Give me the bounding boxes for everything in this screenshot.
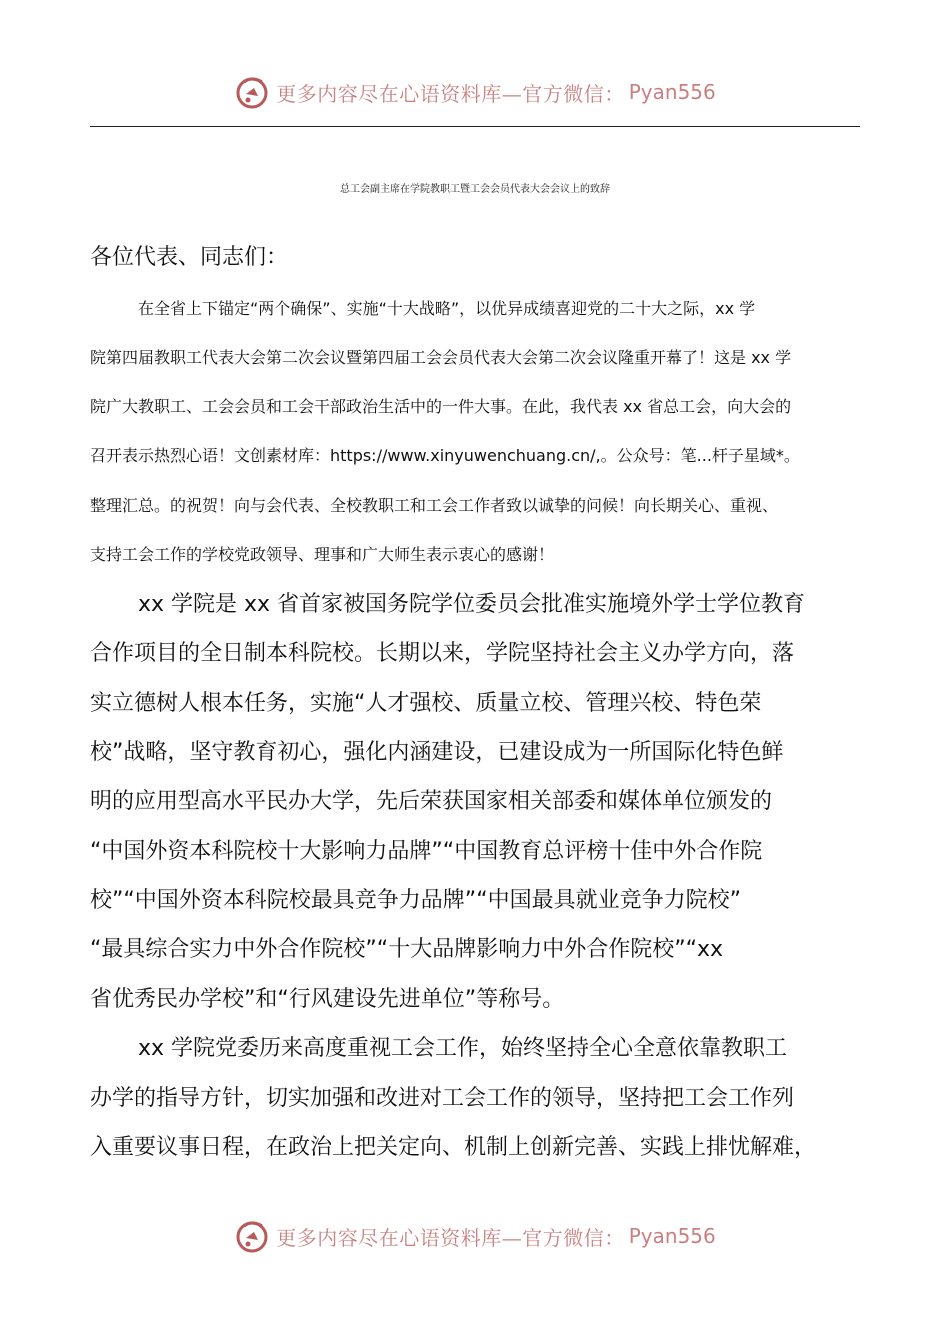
paragraph-line: 院第四届教职工代表大会第二次会议暨第四届工会会员代表大会第二次会议隆重开幕了！这是 xx 学 — [90, 348, 792, 367]
header-banner-handle: Pyan556 — [628, 80, 716, 104]
paragraph-line: 在全省上下锚定“两个确保”、实施“十大战略”，以优异成绩喜迎党的二十大之际，xx 学 — [138, 299, 756, 318]
header-divider — [90, 126, 860, 127]
paragraph-line: “最具综合实力中外合作院校”“十大品牌影响力中外合作院校”“xx — [90, 937, 724, 962]
footer-banner-handle: Pyan556 — [628, 1224, 716, 1248]
paragraph-line: 实立德树人根本任务，实施“人才强校、质量立校、管理兴校、特色荣 — [90, 691, 762, 716]
paragraph-line: xx 学院是 xx 省首家被国务院学位委员会批准实施境外学士学位教育 — [138, 592, 806, 617]
footer-banner-text: 更多内容尽在心语资料库—官方微信： — [276, 1225, 625, 1250]
header-banner — [0, 70, 950, 114]
paragraph-line: 明的应用型高水平民办大学，先后荣获国家相关部委和媒体单位颁发的 — [90, 789, 773, 814]
brand-logo-icon — [234, 1218, 270, 1254]
paragraph-line: 省优秀民办学校”和“行风建设先进单位”等称号。 — [90, 987, 565, 1012]
document-title: 总工会副主席在学院教职工暨工会会员代表大会会议上的致辞 — [340, 184, 610, 195]
paragraph-line: 整理汇总。的祝贺！向与会代表、全校教职工和工会工作者致以诚挚的问候！向长期关心、重视、 — [90, 496, 779, 515]
paragraph-line: 支持工会工作的学校党政领导、理事和广大师生表示衷心的感谢！ — [90, 545, 555, 564]
paragraph-line: 校”“中国外资本科院校最具竞争力品牌”“中国最具就业竞争力院校” — [90, 888, 741, 913]
header-banner-text: 更多内容尽在心语资料库—官方微信： — [276, 81, 625, 106]
paragraph-line: 院广大教职工、工会会员和工会干部政治生活中的一件大事。在此，我代表 xx 省总工会，向大会的 — [90, 397, 792, 416]
footer-banner — [0, 1214, 950, 1258]
paragraph-line: “中国外资本科院校十大影响力品牌”“中国教育总评榜十佳中外合作院 — [90, 839, 763, 864]
paragraph-line: 召开表示热烈心语！文创素材库：https://www.xinyuwenchuang.cn/,。公众号：笔...杆子星域*。 — [90, 446, 800, 465]
paragraph-line: 办学的指导方针，切实加强和改进对工会工作的领导，坚持把工会工作列 — [90, 1086, 795, 1111]
paragraph-line: 校”战略，坚守教育初心，强化内涵建设，已建设成为一所国际化特色鲜 — [90, 740, 784, 765]
paragraph-line: 合作项目的全日制本科院校。长期以来，学院坚持社会主义办学方向，落 — [90, 641, 795, 666]
paragraph-line: xx 学院党委历来高度重视工会工作，始终坚持全心全意依靠教职工 — [138, 1036, 788, 1061]
paragraph-line: 入重要议事日程，在政治上把关定向、机制上创新完善、实践上排忧解难， — [90, 1135, 817, 1160]
salutation: 各位代表、同志们： — [90, 245, 289, 270]
brand-logo-icon — [234, 74, 270, 110]
